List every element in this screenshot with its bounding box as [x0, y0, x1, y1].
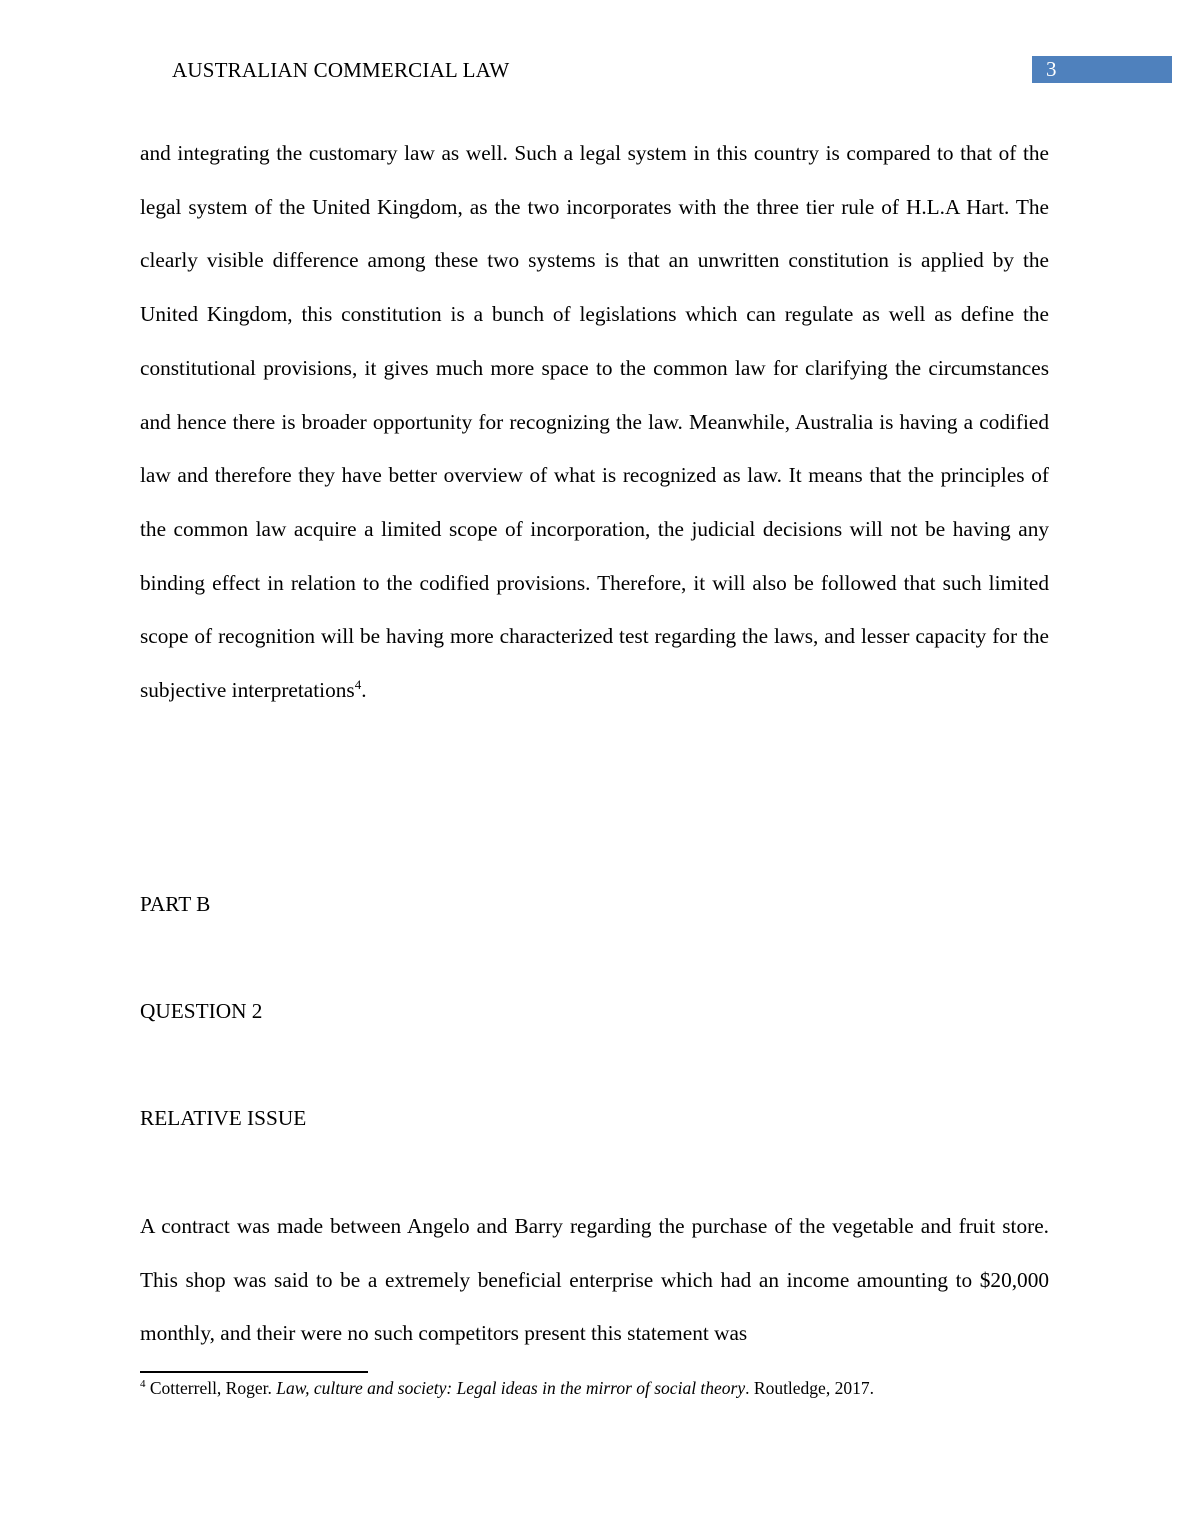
page-number-box — [1032, 56, 1172, 83]
footnote — [140, 1378, 874, 1399]
footnote-separator — [140, 1371, 368, 1373]
footnote-reference[interactable]: 4 — [354, 676, 362, 692]
issue-heading: RELATIVE ISSUE — [140, 1106, 307, 1130]
footnote-publisher: . Routledge, 2017. — [745, 1378, 874, 1398]
paragraph-end-punctuation: . — [361, 678, 367, 703]
paragraph-text: and integrating the customary law as well. Such a legal system in this country is compared to that of the legal system of the United Kingdom, as the two incorporates with the three tier rule of H.L.A Hart. The clearly visible difference among these two systems is that an unwritten constitution is applied by the United Kingdom, this constitution is a bunch of legislations which can regulate as well as define the constitutional provisions, it gives much more space to the common law for clarifying the circumstances and hence there is broader opportunity for recognizing the law. Meanwhile, Australia is having a codified law and therefore they have better overview of what is recognized as law. It means that the principles of the common law acquire a limited scope of incorporation, the judicial decisions will not be having any binding effect in relation to the codified provisions. Therefore, it will also be followed that such limited scope of recognition will be having more characterized test regarding the laws, and lesser capacity for the subjective interpretations — [140, 141, 1049, 703]
question-heading: QUESTION 2 — [140, 999, 263, 1023]
footnote-author: Cotterrell, Roger. — [145, 1378, 277, 1398]
footnote-number: 4 — [140, 1378, 146, 1391]
part-heading: PART B — [140, 892, 211, 916]
paragraph-text: A contract was made between Angelo and Barry regarding the purchase of the vegetable and fruit store. This shop was said to be a extremely beneficial enterprise which had an income amounting to $20,000 monthly, and their were no such competitors present this statement was — [140, 1214, 1049, 1346]
body-paragraph — [140, 1200, 1049, 1361]
running-title: AUSTRALIAN COMMERCIAL LAW — [172, 58, 510, 82]
page-number: 3 — [1046, 57, 1057, 81]
footnote-title: Law, culture and society: Legal ideas in the mirror of social theory — [276, 1378, 746, 1398]
body-paragraph — [140, 127, 1049, 718]
